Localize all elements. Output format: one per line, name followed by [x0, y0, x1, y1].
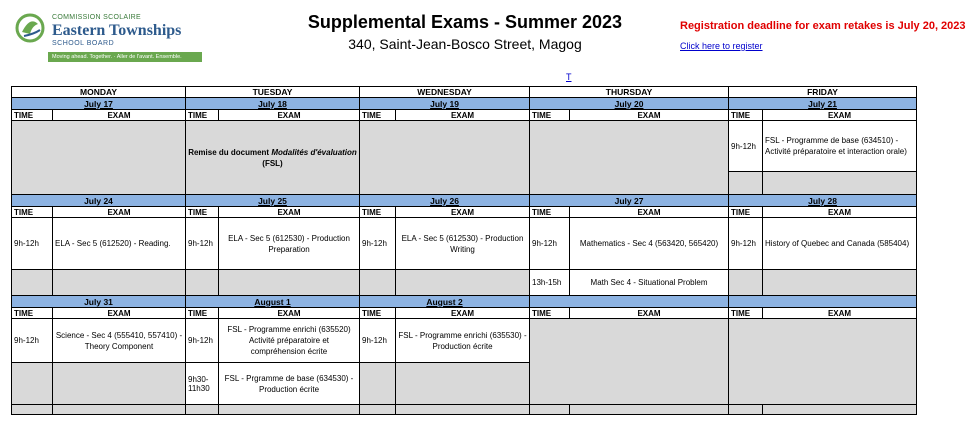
day-header-row	[12, 87, 917, 98]
exam-header: EXAM	[396, 207, 530, 218]
exam-name: FSL - Programme enrichi (635520) Activité préparatoire et compréhension écrite	[219, 319, 360, 363]
empty-cell	[360, 121, 530, 195]
date-row	[12, 296, 917, 308]
time-header: TIME	[530, 308, 570, 319]
column-header-row	[12, 207, 917, 218]
time-header: TIME	[360, 308, 396, 319]
exam-time: 9h-12h	[729, 218, 763, 270]
empty-cell	[763, 270, 917, 296]
date-cell: July 24	[12, 195, 186, 207]
exam-time: 13h-15h	[530, 270, 570, 296]
day-thursday: THURSDAY	[530, 87, 729, 98]
date-cell: August 1	[186, 296, 360, 308]
exam-header: EXAM	[219, 207, 360, 218]
empty-cell	[53, 363, 186, 405]
register-link[interactable]: Click here to register	[680, 41, 763, 51]
day-tuesday: TUESDAY	[186, 87, 360, 98]
empty-cell	[396, 405, 530, 415]
note-text: Remise du document	[188, 147, 270, 157]
day-wednesday: WEDNESDAY	[360, 87, 530, 98]
empty-cell	[12, 270, 53, 296]
exam-time: 9h30-11h30	[186, 363, 219, 405]
exam-header: EXAM	[396, 110, 530, 121]
empty-cell	[53, 270, 186, 296]
time-header: TIME	[729, 207, 763, 218]
empty-cell	[360, 363, 396, 405]
column-header-row	[12, 308, 917, 319]
school-board-logo	[14, 8, 184, 64]
time-header: TIME	[186, 308, 219, 319]
day-monday: MONDAY	[12, 87, 186, 98]
exam-header: EXAM	[570, 207, 729, 218]
exam-header: EXAM	[570, 308, 729, 319]
exam-header: EXAM	[763, 207, 917, 218]
exam-name: FSL - Programme de base (634510) - Activité préparatoire et interaction orale)	[763, 121, 917, 172]
exam-time: 9h-12h	[186, 319, 219, 363]
empty-cell	[360, 270, 396, 296]
time-header: TIME	[530, 110, 570, 121]
empty-cell	[219, 270, 360, 296]
empty-cell	[570, 405, 729, 415]
logo-line3: SCHOOL BOARD	[52, 40, 115, 47]
exam-name: Mathematics - Sec 4 (563420, 565420)	[570, 218, 729, 270]
date-cell	[530, 296, 729, 308]
empty-cell	[219, 405, 360, 415]
page-title: Supplemental Exams - Summer 2023	[307, 12, 623, 32]
exam-time: 9h-12h	[360, 218, 396, 270]
empty-cell	[763, 405, 917, 415]
logo-line2: Eastern Townships	[52, 22, 182, 39]
date-row	[12, 195, 917, 207]
exam-header: EXAM	[53, 308, 186, 319]
exam-time: 9h-12h	[360, 319, 396, 363]
logo-line1: COMMISSION SCOLAIRE	[52, 14, 141, 21]
empty-cell	[186, 405, 219, 415]
date-cell: July 18	[186, 98, 360, 110]
table-row	[12, 319, 917, 363]
table-row	[12, 270, 917, 296]
empty-cell	[396, 270, 530, 296]
exam-name: ELA - Sec 5 (612520) - Reading.	[53, 218, 186, 270]
leaf-emblem-icon	[14, 12, 46, 44]
table-row	[12, 121, 917, 172]
exam-name: ELA - Sec 5 (612530) - Production Writing	[396, 218, 530, 270]
table-row	[12, 218, 917, 270]
table-row	[12, 405, 917, 415]
empty-cell	[396, 363, 530, 405]
exam-header: EXAM	[219, 110, 360, 121]
exam-name: FSL - Programme enrichi (635530) - Production écrite	[396, 319, 530, 363]
registration-deadline: Registration deadline for exam retakes is July 20, 2023	[680, 20, 966, 32]
empty-cell	[763, 172, 917, 195]
exam-name: ELA - Sec 5 (612530) - Production Preparation	[219, 218, 360, 270]
empty-cell	[53, 405, 186, 415]
time-header: TIME	[530, 207, 570, 218]
exam-time: 9h-12h	[12, 319, 53, 363]
exam-schedule-table	[11, 86, 917, 415]
date-cell: July 26	[360, 195, 530, 207]
empty-cell	[186, 270, 219, 296]
exam-header: EXAM	[763, 308, 917, 319]
date-cell: August 2	[360, 296, 530, 308]
empty-cell	[360, 405, 396, 415]
time-header: TIME	[12, 207, 53, 218]
empty-cell	[729, 172, 763, 195]
time-header: TIME	[729, 308, 763, 319]
exam-name: History of Quebec and Canada (585404)	[763, 218, 917, 270]
date-cell: July 28	[729, 195, 917, 207]
date-cell: July 20	[530, 98, 729, 110]
exam-header: EXAM	[53, 110, 186, 121]
time-header: TIME	[12, 110, 53, 121]
exam-time: 9h-12h	[12, 218, 53, 270]
t-link[interactable]: T	[566, 72, 572, 82]
time-header: TIME	[360, 110, 396, 121]
empty-cell	[729, 270, 763, 296]
date-cell: July 17	[12, 98, 186, 110]
exam-header: EXAM	[570, 110, 729, 121]
empty-cell	[530, 319, 729, 405]
time-header: TIME	[729, 110, 763, 121]
note-tail: (FSL)	[262, 158, 283, 168]
day-friday: FRIDAY	[729, 87, 917, 98]
empty-cell	[530, 405, 570, 415]
tuesday-note	[186, 121, 360, 195]
exam-name: Math Sec 4 - Situational Problem	[570, 270, 729, 296]
time-header: TIME	[186, 207, 219, 218]
empty-cell	[729, 405, 763, 415]
empty-cell	[12, 405, 53, 415]
exam-name: Science - Sec 4 (555410, 557410) - Theory Component	[53, 319, 186, 363]
logo-tagline: Moving ahead. Together. · Aller de l'avant. Ensemble.	[48, 52, 202, 62]
time-header: TIME	[186, 110, 219, 121]
date-cell	[729, 296, 917, 308]
exam-time: 9h-12h	[186, 218, 219, 270]
exam-header: EXAM	[396, 308, 530, 319]
date-cell: July 27	[530, 195, 729, 207]
time-header: TIME	[360, 207, 396, 218]
column-header-row	[12, 110, 917, 121]
empty-cell	[530, 121, 729, 195]
exam-header: EXAM	[53, 207, 186, 218]
note-italic: Modalités d'évaluation	[271, 147, 357, 157]
date-cell: July 31	[12, 296, 186, 308]
exam-name: FSL - Prgramme de base (634530) - Production écrite	[219, 363, 360, 405]
date-cell: July 21	[729, 98, 917, 110]
date-row	[12, 98, 917, 110]
date-cell: July 25	[186, 195, 360, 207]
time-header: TIME	[12, 308, 53, 319]
exam-header: EXAM	[219, 308, 360, 319]
exam-header: EXAM	[763, 110, 917, 121]
date-cell: July 19	[360, 98, 530, 110]
exam-time: 9h-12h	[530, 218, 570, 270]
page-address: 340, Saint-Jean-Bosco Street, Magog	[348, 36, 582, 52]
empty-cell	[729, 319, 917, 405]
empty-cell	[12, 121, 186, 195]
exam-time: 9h-12h	[729, 121, 763, 172]
empty-cell	[12, 363, 53, 405]
